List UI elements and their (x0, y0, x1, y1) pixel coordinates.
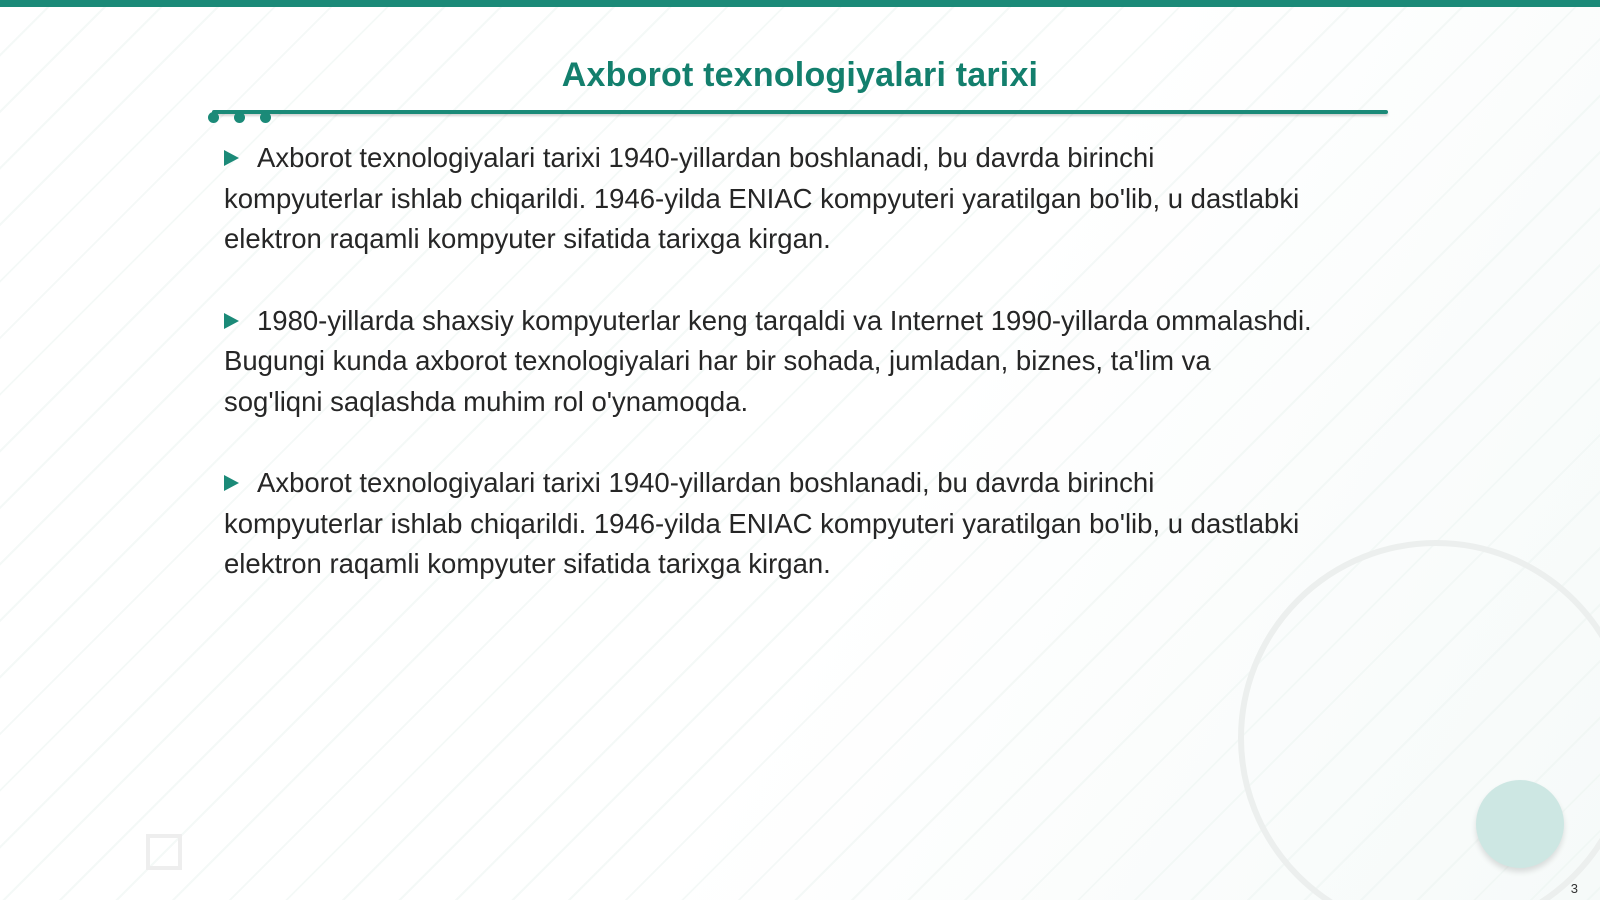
bullet-text: 1980-yillarda shaxsiy kompyuterlar keng tarqaldi va Internet 1990-yillarda ommalashdi. Bugungi kunda axborot texnologiyalari har bir sohada, jumladan, biznes, ta'lim va sog'liqni saqlashda muhim rol o'ynamoqda. (224, 304, 1312, 417)
bullet-text: Axborot texnologiyalari tarixi 1940-yillardan boshlanadi, bu davrda birinchi kompyuterlar ishlab chiqarildi. 1946-yilda ENIAC kompyuteri yaratilgan bo'lib, u dastlabki elektron raqamli kompyuter sifatida tarixga kirgan. (224, 467, 1300, 579)
page-number: 3 (1570, 881, 1578, 896)
title-underline (212, 110, 1388, 114)
bullet-item (224, 463, 1314, 585)
triangle-right-icon (224, 313, 239, 329)
top-accent-bar (0, 0, 1600, 7)
underline-dot (208, 112, 219, 123)
triangle-right-icon (224, 150, 239, 166)
bullet-item (224, 138, 1314, 260)
decorative-circle (1476, 780, 1564, 868)
decorative-square (146, 834, 182, 870)
bullet-item (224, 301, 1314, 423)
triangle-right-icon (224, 475, 239, 491)
slide-title: Axborot texnologiyalari tarixi (561, 56, 1039, 94)
underline-dot (260, 112, 271, 123)
bullet-text: Axborot texnologiyalari tarixi 1940-yillardan boshlanadi, bu davrda birinchi kompyuterlar ishlab chiqarildi. 1946-yilda ENIAC kompyuteri yaratilgan bo'lib, u dastlabki elektron raqamli kompyuter sifatida tarixga kirgan. (224, 142, 1300, 254)
underline-dot (234, 112, 245, 123)
bullet-list (224, 138, 1314, 626)
